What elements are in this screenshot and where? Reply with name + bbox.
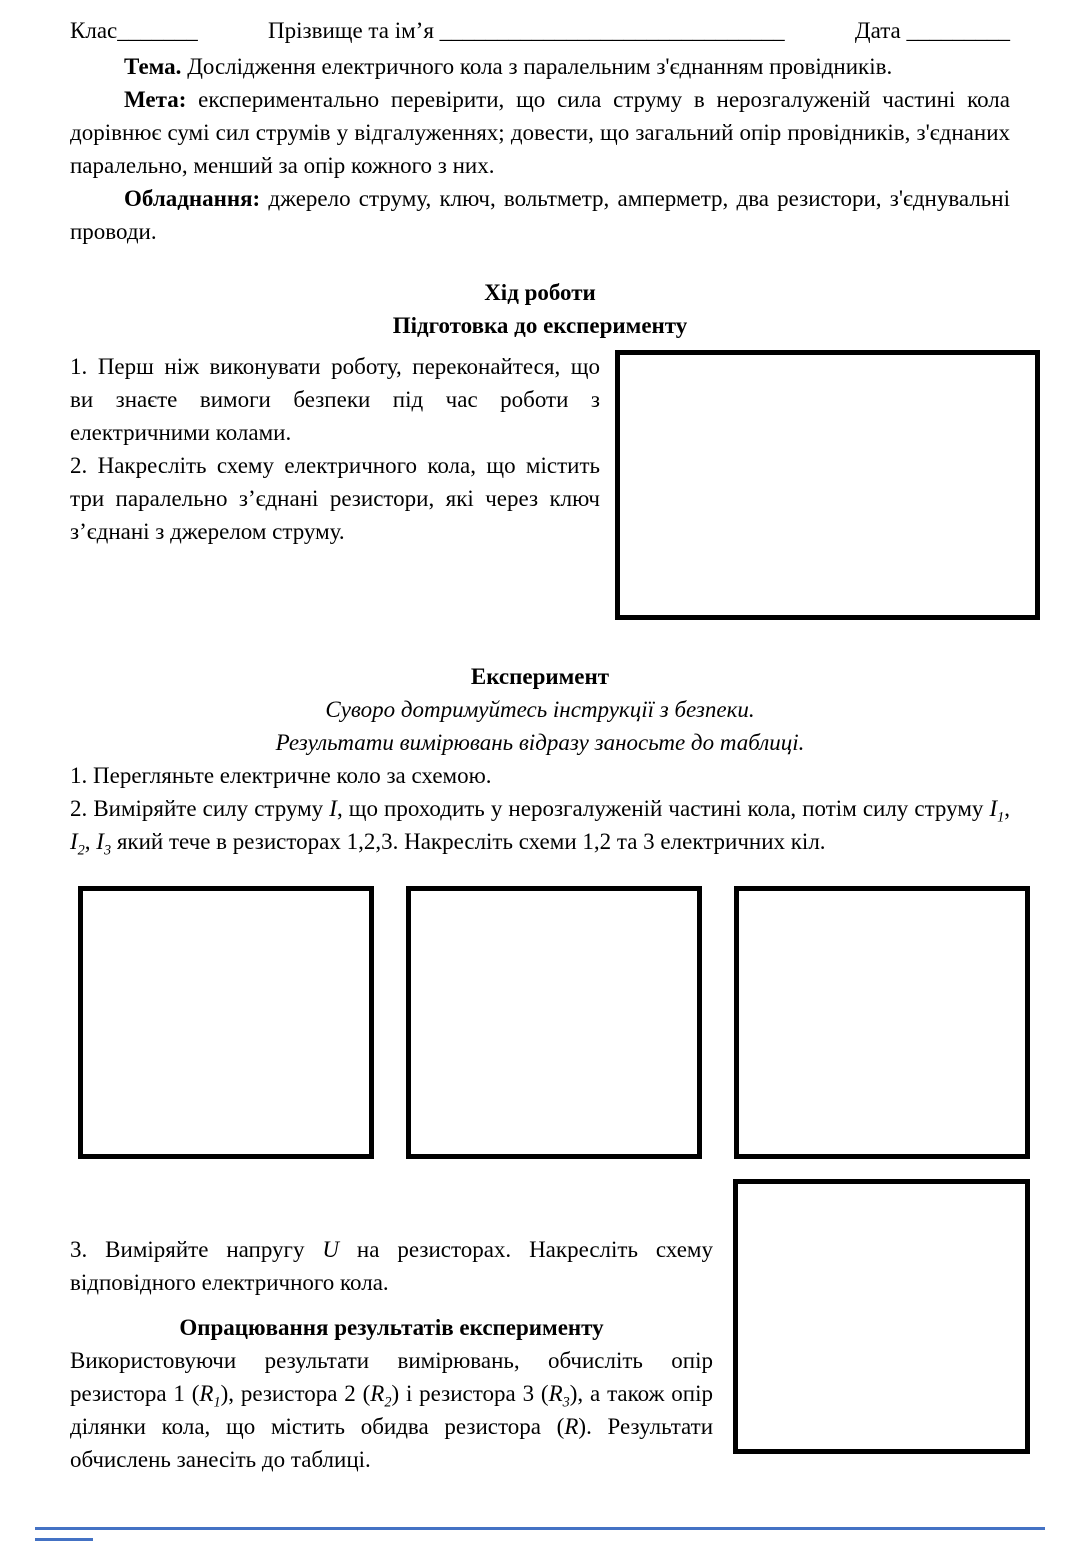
prep-step-1: 1. Перш ніж виконувати роботу, переконайтеся, що ви знаєте вимоги безпеки під час роботи з електричними колами. <box>70 354 600 445</box>
step3-text-2: на резисторах. Накресліть схему відповідного електричного кола. <box>70 1237 713 1295</box>
preparation-section <box>70 350 1040 620</box>
safety-note-2: Результати вимірювань відразу заносьте до таблиці. <box>275 730 805 755</box>
voltage-symbol-U: U <box>322 1237 340 1262</box>
header-row <box>70 14 1010 47</box>
prep-step-2: 2. Накресліть схему електричного кола, що містить три паралельно з’єднані резистори, які через ключ з’єднані з джерелом струму. <box>70 453 600 544</box>
goal-paragraph <box>70 83 1010 182</box>
step2-text-1: 2. Виміряйте силу струму <box>70 796 330 821</box>
subscript-3-digit: 3 <box>103 842 112 859</box>
subscript-R3-digit: 3 <box>562 1394 570 1411</box>
drawing-box-circuit-1 <box>78 886 374 1159</box>
results-text-2: ), резистора 2 ( <box>220 1381 371 1406</box>
name-blank-field: Прізвище та ім’я ______________________________ <box>268 18 785 43</box>
separator-comma: , <box>84 829 97 854</box>
preparation-heading: Підготовка до експерименту <box>392 313 688 338</box>
step2-text-3: який тече в резисторах 1,2,3. Накресліть схеми 1,2 та 3 електричних кіл. <box>111 829 826 854</box>
results-text-3: ) і резистора 3 ( <box>391 1381 549 1406</box>
work-progress-heading: Хід роботи <box>484 280 596 305</box>
subscript-R2-digit: 2 <box>384 1394 392 1411</box>
experiment-step-2 <box>70 792 1010 858</box>
current-symbol-I3: I <box>96 829 104 854</box>
current-symbol-I1: I <box>989 796 998 821</box>
class-blank-field: Клас_______ <box>70 18 198 43</box>
topic-text: Дослідження електричного кола з паралельним з'єднанням провідників. <box>181 54 893 79</box>
experiment-heading: Експеримент <box>470 664 610 689</box>
subscript-R1 <box>213 1395 220 1411</box>
equipment-text: джерело струму, ключ, вольтметр, амперметр, два резистори, з'єднувальні проводи. <box>70 186 1010 244</box>
subscript-R1-digit: 1 <box>213 1394 221 1411</box>
experiment-step-3 <box>70 1233 713 1299</box>
results-paragraph <box>70 1344 713 1476</box>
preparation-steps <box>70 350 600 620</box>
date-blank-field: Дата _________ <box>854 18 1010 43</box>
resistance-symbol-R1: R <box>199 1381 214 1406</box>
step2-text-2: , що проходить у нерозгалуженій частині кола, потім силу струму <box>336 796 990 821</box>
resistance-symbol-R2: R <box>370 1381 385 1406</box>
circuit-drawing-boxes-row <box>78 886 1030 1159</box>
results-text-5: ). Результати обчислень занесіть до таблиці. <box>70 1414 713 1472</box>
current-symbol-I: I <box>329 796 337 821</box>
drawing-box-circuit-3 <box>734 886 1030 1159</box>
current-symbol-I2: I <box>70 829 78 854</box>
results-text-4: ), а також опір ділянки кола, що містить обидва резистора ( <box>70 1381 713 1439</box>
goal-label: Мета: <box>124 87 187 112</box>
drawing-box-circuit-scheme <box>615 350 1040 620</box>
subscript-1-digit: 1 <box>997 809 1005 826</box>
subscript-2 <box>78 843 85 859</box>
step3-text-1: 3. Виміряйте напругу <box>70 1237 323 1262</box>
bottom-section <box>70 1179 1040 1476</box>
topic-paragraph <box>70 50 1010 83</box>
results-processing-heading: Опрацювання результатів експерименту <box>179 1315 604 1340</box>
experiment-step-1: 1. Перегляньте електричне коло за схемою. <box>70 763 492 788</box>
safety-note-1: Суворо дотримуйтесь інструкції з безпеки. <box>325 697 755 722</box>
separator-comma: , <box>1004 796 1010 821</box>
subscript-R3 <box>563 1395 570 1411</box>
equipment-paragraph <box>70 182 1010 248</box>
resistance-symbol-R3: R <box>548 1381 563 1406</box>
results-table-top-border <box>35 1527 1045 1530</box>
drawing-box-voltage-circuit <box>733 1179 1030 1454</box>
bottom-text-column <box>70 1179 713 1476</box>
equipment-label: Обладнання: <box>124 186 261 211</box>
resistance-symbol-R: R <box>564 1414 579 1439</box>
subscript-2-digit: 2 <box>77 842 85 859</box>
goal-text: експериментально перевірити, що сила струму в нерозгалуженій частині кола дорівнює сумі сил струмів у відгалуженнях; довести, що загальний опір провідників, з'єднаних паралельно, менший за опір кожного з них. <box>70 87 1010 178</box>
results-text-1: Використовуючи результати вимірювань, обчисліть опір резистора 1 ( <box>70 1348 713 1406</box>
topic-label: Тема. <box>124 54 182 79</box>
drawing-box-circuit-2 <box>406 886 702 1159</box>
